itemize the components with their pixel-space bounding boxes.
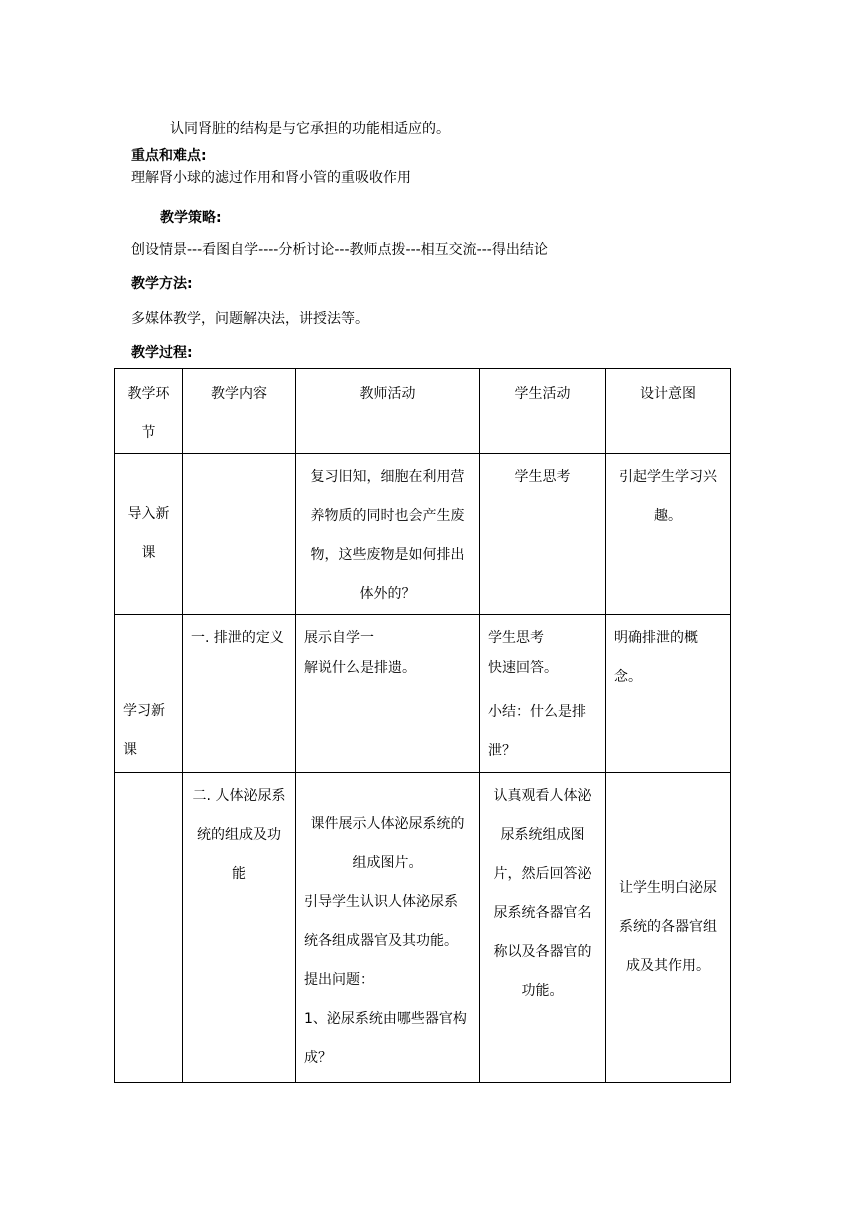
strategy-text: 创设情景---看图自学----分析讨论---教师点拨---相互交流---得出结论 xyxy=(131,242,548,258)
table-row xyxy=(115,454,731,615)
row1-content xyxy=(183,454,296,615)
row2-student-line: 学生思考 xyxy=(488,630,544,646)
row3-design-intent: 让学生明白泌尿系统的各器官组成及其作用。 xyxy=(606,773,731,1083)
key-points-heading: 重点和难点: xyxy=(131,148,207,164)
row1-design-intent: 引起学生学习兴趣。 xyxy=(606,454,731,615)
row3-stage xyxy=(115,773,183,1083)
row2-student-line: 小结：什么是排泄？ xyxy=(488,704,586,759)
row1-teacher-activity: 复习旧知，细胞在利用营养物质的同时也会产生废物，这些废物是如何排出体外的？ xyxy=(296,454,480,615)
row2-teacher-line: 解说什么是排遗。 xyxy=(304,660,416,676)
row1-stage: 导入新课 xyxy=(115,454,183,615)
row3-student-activity: 认真观看人体泌尿系统组成图片，然后回答泌尿系统各器官名称以及各器官的功能。 xyxy=(480,773,606,1083)
row2-student-line: 快速回答。 xyxy=(488,660,558,676)
header-student-activity: 学生活动 xyxy=(480,369,606,454)
table-header-row xyxy=(115,369,731,454)
method-heading: 教学方法: xyxy=(131,276,193,292)
row1-student-activity: 学生思考 xyxy=(480,454,606,615)
lesson-process-table xyxy=(114,368,731,1083)
header-content: 教学内容 xyxy=(183,369,296,454)
row3-teacher-line: 引导学生认识人体泌尿系统各组成器官及其功能。 xyxy=(304,894,458,949)
key-points-text: 理解肾小球的滤过作用和肾小管的重吸收作用 xyxy=(131,170,411,186)
row2-design-intent: 明确排泄的概念。 xyxy=(606,615,731,773)
table-row xyxy=(115,773,731,1083)
row3-teacher-line: 1、泌尿系统由哪些器官构成？ xyxy=(304,1011,467,1066)
strategy-heading: 教学策略: xyxy=(160,210,222,226)
row2-teacher-line: 展示自学一 xyxy=(304,630,374,646)
row3-teacher-line: 提出问题： xyxy=(304,972,374,988)
row3-content: 二. 人体泌尿系统的组成及功能 xyxy=(183,773,296,1083)
row2-teacher-activity xyxy=(296,615,480,773)
header-stage: 教学环节 xyxy=(115,369,183,454)
header-teacher-activity: 教师活动 xyxy=(296,369,480,454)
row2-content: 一. 排泄的定义 xyxy=(183,615,296,773)
method-text: 多媒体教学，问题解决法，讲授法等。 xyxy=(131,311,369,327)
row3-teacher-line: 课件展示人体泌尿系统的组成图片。 xyxy=(310,816,465,871)
row3-teacher-activity xyxy=(296,773,480,1083)
row2-student-activity xyxy=(480,615,606,773)
attitude-objective-line: 认同肾脏的结构是与它承担的功能相适应的。 xyxy=(170,121,450,137)
header-design-intent: 设计意图 xyxy=(606,369,731,454)
process-heading: 教学过程: xyxy=(131,345,193,361)
row2-stage: 学习新课 xyxy=(115,615,183,773)
table-row xyxy=(115,615,731,773)
